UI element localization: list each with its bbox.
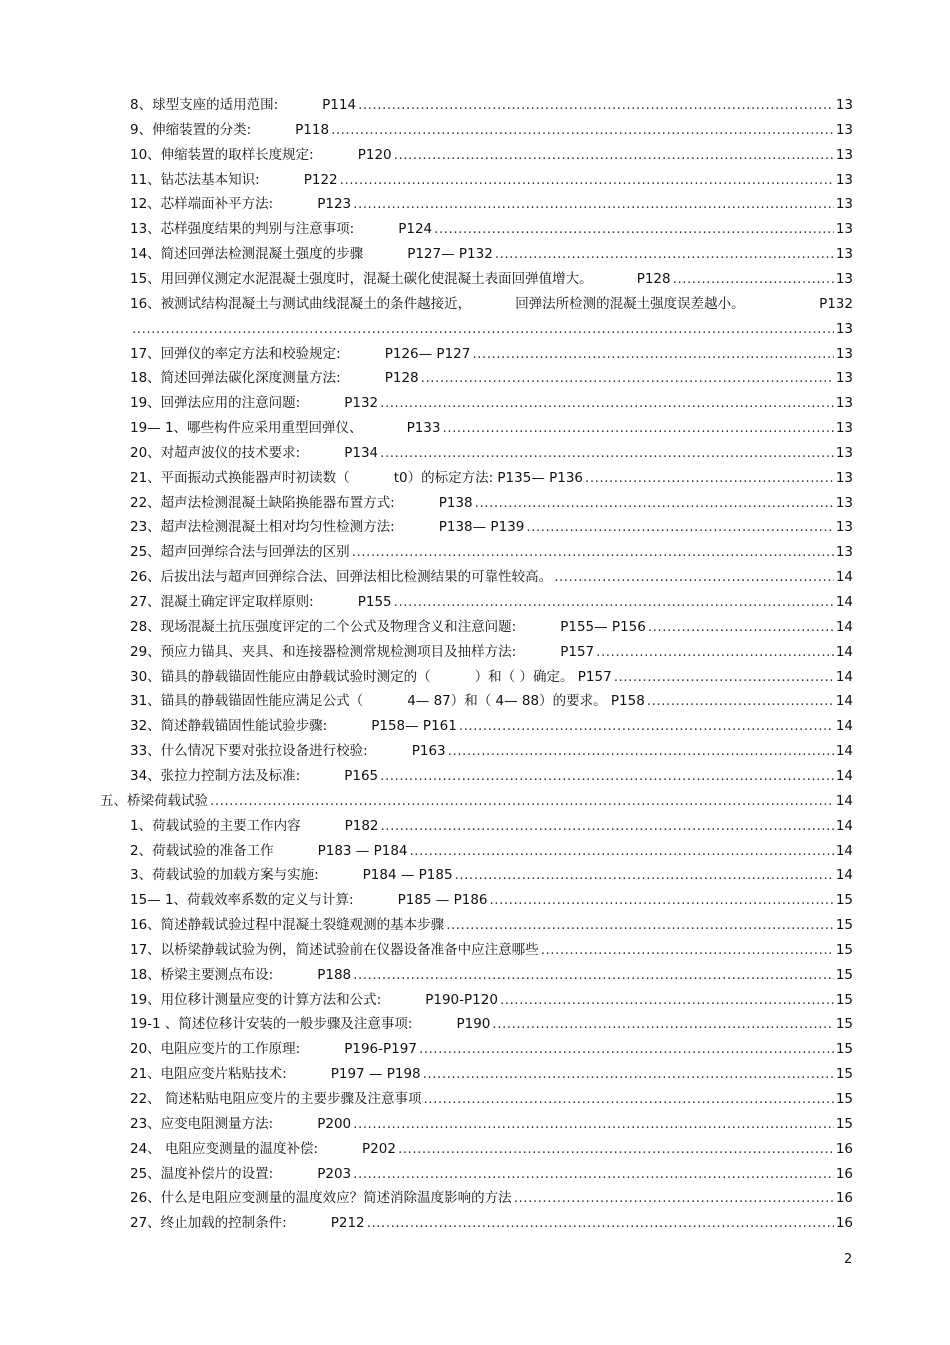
toc-page-ref: P200: [317, 1115, 352, 1132]
toc-row: [130, 1112, 853, 1136]
toc-leader-dots: [423, 1087, 833, 1111]
toc-page-number: 14: [835, 618, 853, 635]
toc-page-number: 13: [835, 246, 853, 263]
toc-row: [130, 118, 853, 142]
toc-row: [130, 1012, 853, 1036]
toc-row: [130, 615, 853, 639]
toc-row: [130, 590, 853, 614]
toc-label: 18、简述回弹法碳化深度测量方法:: [130, 370, 341, 387]
toc-label: 11、钻芯法基本知识:: [130, 171, 260, 188]
toc-leader-dots: [398, 1137, 834, 1161]
toc-leader-dots: [419, 1037, 834, 1061]
toc-page-ref: P118: [295, 121, 330, 138]
toc-page-number: 15: [835, 941, 853, 958]
toc-leader-dots: [380, 391, 834, 415]
toc-row: [130, 1087, 853, 1111]
toc-leader-dots: [490, 888, 834, 912]
toc-page-number: 13: [835, 97, 853, 113]
toc-label: 17、以桥梁静载试验为例，简述试验前在仪器设备准备中应注意哪些: [130, 941, 539, 958]
toc-leader-dots: [353, 1112, 834, 1136]
toc-page-ref: P138— P139: [438, 519, 525, 536]
toc-label: 15、用回弹仪测定水泥混凝土强度时，混凝土碳化使混凝土表面回弹值增大。: [130, 270, 593, 287]
toc-page-number: 13: [835, 196, 853, 213]
toc-row: [130, 441, 853, 465]
toc-row: [130, 342, 853, 366]
toc-row: [130, 665, 853, 689]
toc-row: [130, 192, 853, 216]
toc-leader-dots: [394, 143, 834, 167]
toc-page-number: 14: [835, 668, 853, 685]
toc-page-ref: P124: [398, 221, 433, 238]
toc-page-ref: P138: [438, 494, 473, 511]
toc-page-ref: P188: [317, 966, 352, 983]
toc-leader-dots: [434, 217, 834, 241]
toc-row: [130, 988, 853, 1012]
toc-row: [130, 863, 853, 887]
toc-page-ref: t0）的标定方法: P135— P136: [393, 469, 584, 486]
toc-page-ref: P158— P161: [371, 718, 457, 735]
toc-page-ref: P183 — P184: [317, 842, 408, 859]
toc-row: [130, 814, 853, 838]
toc-label: 21、电阻应变片粘贴技术:: [130, 1066, 287, 1083]
toc-row: [130, 540, 853, 564]
toc-page-number: 14: [835, 743, 853, 760]
toc-label: 15— 1、荷载效率系数的定义与计算:: [130, 892, 354, 909]
toc-leader-dots: [353, 192, 834, 216]
toc-leader-dots: [455, 863, 834, 887]
toc-page-ref: P185 — P186: [397, 892, 488, 909]
toc-leader-dots: [614, 665, 834, 689]
toc-leader-dots: [340, 168, 834, 192]
toc-leader-dots: [132, 317, 834, 341]
toc-page-number: 13: [835, 420, 853, 437]
toc-page-number: 15: [835, 892, 853, 909]
toc-page-number: 15: [835, 1066, 853, 1083]
toc-page-number: 14: [835, 842, 853, 859]
toc-page-number: 14: [835, 693, 853, 710]
toc-page-ref: P128: [384, 370, 419, 387]
toc-row: [130, 217, 853, 241]
toc-page-ref: P126— P127: [384, 345, 471, 362]
toc-row: [130, 963, 853, 987]
toc-page-number: 15: [835, 966, 853, 983]
toc-row: [130, 739, 853, 763]
toc-label: 19、用位移计测量应变的计算方法和公式:: [130, 991, 382, 1008]
toc-page-ref: P212: [330, 1215, 365, 1232]
toc-row: [130, 913, 853, 937]
toc-page-ref: P114: [322, 97, 357, 113]
toc-label: 9、伸缩装置的分类:: [130, 121, 252, 138]
toc-label: 27、终止加载的控制条件:: [130, 1215, 287, 1232]
toc-page-number: 13: [835, 544, 853, 561]
toc-page-ref: P128: [636, 270, 671, 287]
toc-leader-dots: [423, 1062, 834, 1086]
toc-label: 24、 电阻应变测量的温度补偿:: [130, 1140, 319, 1157]
toc-row: [130, 491, 853, 515]
toc-label: 8、球型支座的适用范围:: [130, 97, 279, 113]
toc-page-number: P132: [819, 295, 853, 312]
toc-leader-dots: [596, 640, 834, 664]
toc-leader-dots: [526, 515, 833, 539]
toc-label: 1、荷载试验的主要工作内容: [130, 817, 301, 834]
toc-label: 23、超声法检测混凝土相对均匀性检测方法:: [130, 519, 395, 536]
toc-label: 27、混凝土确定评定取样原则:: [130, 594, 314, 610]
toc-page-number: 16: [835, 1215, 853, 1232]
toc-row: [130, 143, 853, 167]
toc-page-number: 15: [835, 1041, 853, 1058]
toc-row: [130, 689, 853, 713]
toc-row: [130, 938, 853, 962]
toc-row: [130, 1162, 853, 1186]
toc-row: [130, 267, 853, 291]
toc-page-number: 16: [835, 1140, 853, 1157]
toc-leader-dots: [394, 590, 834, 614]
toc-leader-dots: [495, 242, 834, 266]
toc-label: 19— 1、哪些构件应采用重型回弹仪、: [130, 420, 363, 437]
toc-leader-dots: [673, 267, 834, 291]
toc-page-number: 14: [835, 867, 853, 884]
toc-label: 20、电阻应变片的工作原理:: [130, 1041, 301, 1058]
toc-page-ref: P155: [357, 594, 392, 610]
toc-page-ref: P120: [357, 146, 392, 163]
toc-label: 13、芯样强度结果的判别与注意事项:: [130, 221, 355, 238]
toc-leader-dots: [331, 118, 834, 142]
toc-leader-dots: [647, 689, 834, 713]
toc-label: 21、平面振动式换能器声时初读数（: [130, 469, 350, 486]
toc-page-number: 13: [835, 444, 853, 461]
toc-leader-dots: [514, 1186, 834, 1210]
toc-leader-dots: [421, 366, 834, 390]
toc-label: 22、超声法检测混凝土缺陷换能器布置方式:: [130, 494, 395, 511]
toc-leader-dots: [541, 938, 834, 962]
toc-page-number: 14: [835, 792, 853, 809]
toc-page-ref: P197 — P198: [330, 1066, 421, 1083]
toc-label: 22、 简述粘贴电阻应变片的主要步骤及注意事项: [130, 1091, 422, 1107]
toc-page-ref: P127— P132: [407, 246, 493, 263]
toc-label: 26、什么是电阻应变测量的温度效应？简述消除温度影响的方法: [130, 1190, 512, 1207]
toc-label: 五、桥梁荷载试验: [100, 792, 208, 809]
toc-page-number: 13: [835, 345, 853, 362]
toc-page-ref: 4— 87）和（ 4— 88）的要求。 P158: [407, 693, 645, 710]
toc-leader-dots: [358, 93, 834, 117]
toc-page-ref: P133: [406, 420, 441, 437]
toc-page-number: 15: [835, 1091, 853, 1107]
toc-row: [130, 1211, 853, 1235]
toc-leader-dots: [210, 789, 834, 813]
toc-page-number: 15: [835, 1115, 853, 1132]
toc-page-number: 15: [835, 1016, 853, 1033]
toc-row: [130, 391, 853, 415]
toc-row: [130, 466, 853, 490]
toc-page-number: 13: [835, 519, 853, 536]
toc-page-number: 16: [835, 1165, 853, 1182]
toc-label: 33、什么情况下要对张拉设备进行校验:: [130, 743, 368, 760]
toc-leader-dots: [380, 441, 834, 465]
toc-leader-dots: [353, 963, 834, 987]
toc-label: 34、张拉力控制方法及标准:: [130, 767, 301, 784]
toc-label: 28、现场混凝土抗压强度评定的二个公式及物理含义和注意问题:: [130, 618, 517, 635]
toc-page-number: 13: [835, 221, 853, 238]
toc-leader-dots: [380, 764, 834, 788]
toc-page-number: 13: [835, 370, 853, 387]
toc-leader-dots: [381, 814, 834, 838]
toc-page-ref: P132: [344, 395, 379, 412]
toc-row: [130, 366, 853, 390]
toc-row: [130, 764, 853, 788]
toc-leader-dots: [448, 739, 834, 763]
toc-row: [130, 1186, 853, 1210]
toc-page-number: 13: [835, 121, 853, 138]
toc-row: [130, 640, 853, 664]
toc-page-number: 15: [835, 991, 853, 1008]
toc-row: [130, 1137, 853, 1161]
toc-row: [130, 242, 853, 266]
toc-label: 19、回弹法应用的注意问题:: [130, 395, 301, 412]
toc-page-ref: P184 — P185: [362, 867, 453, 884]
toc-page-ref: P196-P197: [344, 1041, 417, 1058]
toc-page-ref: P157: [560, 643, 595, 660]
toc-label: 3、荷载试验的加载方案与实施:: [130, 867, 319, 884]
toc-page-number: 14: [835, 817, 853, 834]
toc-page-ref: P202: [362, 1140, 396, 1157]
toc-page-ref: P190-P120: [425, 991, 498, 1008]
toc-page-number: 13: [835, 469, 853, 486]
toc-leader-dots: [475, 491, 834, 515]
toc-page-ref: P203: [317, 1165, 352, 1182]
toc-page-number: 13: [835, 320, 853, 337]
toc-leader-dots: [367, 1211, 834, 1235]
toc-page-number: 16: [835, 1190, 853, 1207]
toc-label: 26、后拔出法与超声回弹综合法、回弹法相比检测结果的可靠性较高。: [130, 569, 553, 586]
toc-leader-dots: [585, 466, 834, 490]
toc-label: 16、被测试结构混凝土与测试曲线混凝土的条件越接近，: [130, 295, 472, 312]
toc-page-number: 13: [835, 494, 853, 511]
toc-label: 25、温度补偿片的设置:: [130, 1165, 274, 1182]
toc-label: 14、简述回弹法检测混凝土强度的步骤: [130, 246, 364, 263]
toc-row: [130, 515, 853, 539]
toc-leader-dots: [492, 1012, 833, 1036]
toc-label: 23、应变电阻测量方法:: [130, 1115, 274, 1132]
toc-page-ref: P134: [344, 444, 379, 461]
toc-page-number: 13: [835, 395, 853, 412]
toc-page-number: 14: [835, 594, 853, 610]
toc-page-number: 14: [835, 718, 853, 735]
toc-label: 29、预应力锚具、夹具、和连接器检测常规检测项目及抽样方法:: [130, 643, 517, 660]
page-number: 2: [844, 1252, 853, 1267]
toc-row: [130, 93, 853, 117]
toc-label: 31、锚具的静载锚固性能应满足公式（: [130, 693, 364, 710]
toc-row: [130, 416, 853, 440]
toc-page-number: 14: [835, 569, 853, 586]
toc-label: 19-1 、简述位移计安装的一般步骤及注意事项:: [130, 1016, 413, 1033]
toc-row: [130, 565, 853, 589]
toc-page-ref: P165: [344, 767, 379, 784]
toc-label: 12、芯样端面补平方法:: [130, 196, 274, 213]
toc-label: 30、锚具的静载锚固性能应由静载试验时测定的（: [130, 668, 431, 685]
toc-page-ref: 回弹法所检测的混凝土强度误差越小。: [515, 295, 745, 312]
toc-page-number: 14: [835, 767, 853, 784]
toc-label: 25、超声回弹综合法与回弹法的区别: [130, 544, 350, 561]
toc-page-ref: P155— P156: [560, 618, 646, 635]
toc-leader-dots: [352, 540, 834, 564]
toc-page-ref: ）和（ ）确定。 P157: [474, 668, 612, 685]
toc-leader-dots: [353, 1162, 834, 1186]
toc-label: 17、回弹仪的率定方法和校验规定:: [130, 345, 341, 362]
toc-leader-dots: [648, 615, 834, 639]
toc-page-number: 14: [835, 643, 853, 660]
toc-page-ref: P182: [344, 817, 379, 834]
toc-leader-dots: [472, 342, 833, 366]
toc-page-number: 13: [835, 146, 853, 163]
toc-leader-dots: [442, 416, 833, 440]
toc-label: 32、简述静载锚固性能试验步骤:: [130, 718, 328, 735]
toc-leader-dots: [410, 839, 834, 863]
toc-row: [130, 168, 853, 192]
toc-page-number: 15: [835, 917, 853, 934]
toc-leader-dots: [459, 714, 834, 738]
toc-row: [130, 888, 853, 912]
toc-row: [130, 292, 853, 316]
toc-label: 2、荷载试验的准备工作: [130, 842, 274, 859]
toc-page-ref: P122: [303, 171, 338, 188]
toc-row: [130, 1037, 853, 1061]
toc-page-number: 13: [835, 171, 853, 188]
toc-row: [130, 1062, 853, 1086]
toc-row: [130, 839, 853, 863]
toc-label: 10、伸缩装置的取样长度规定:: [130, 146, 314, 163]
toc-label: 20、对超声波仪的技术要求:: [130, 444, 301, 461]
toc-leader-dots: [500, 988, 834, 1012]
toc-label: 18、桥梁主要测点布设:: [130, 966, 274, 983]
toc-page-ref: P163: [411, 743, 446, 760]
toc-page-number: 13: [835, 270, 853, 287]
toc-row: [130, 714, 853, 738]
toc-leader-dots: [554, 565, 834, 589]
toc-section-heading: [100, 789, 853, 813]
toc-page-ref: P123: [317, 196, 352, 213]
toc-label: 16、简述静载试验过程中混凝土裂缝观测的基本步骤: [130, 917, 445, 934]
toc-leader-dots: [446, 913, 834, 937]
toc-row: [130, 317, 853, 341]
toc-page-ref: P190: [456, 1016, 491, 1033]
